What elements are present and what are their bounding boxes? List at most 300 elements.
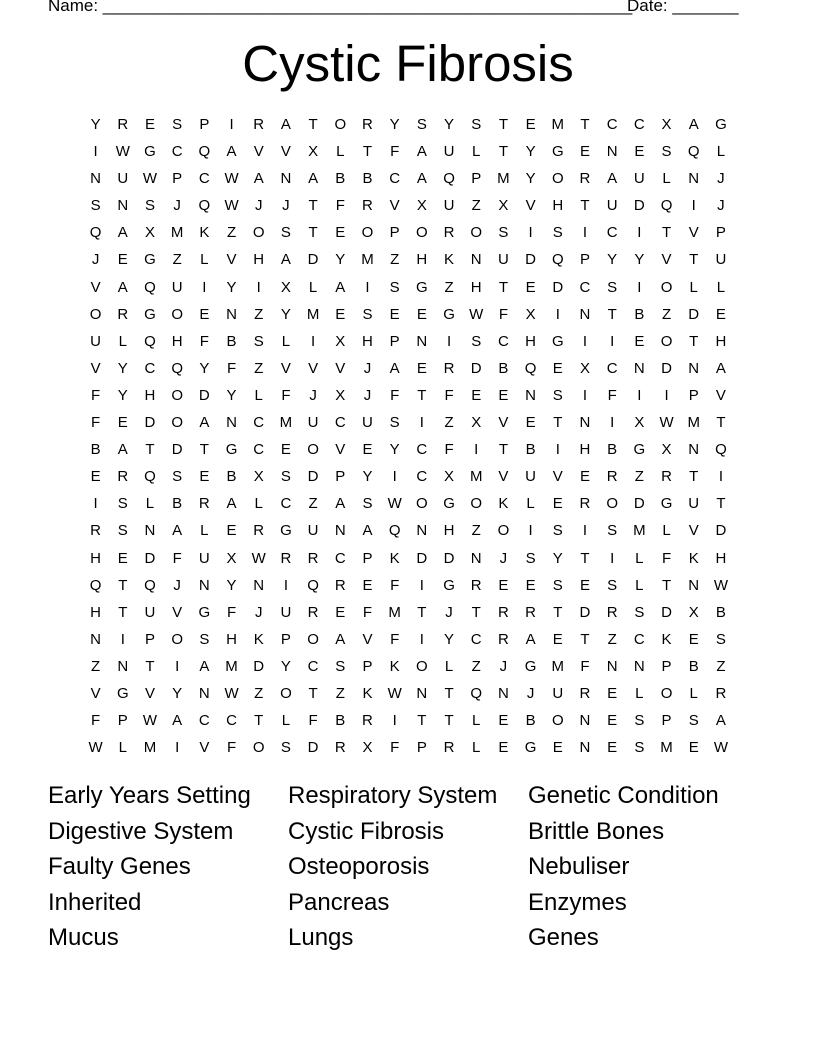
- grid-letter: U: [633, 170, 645, 188]
- grid-letter: K: [498, 495, 509, 513]
- grid-letter: N: [633, 359, 645, 377]
- grid-letter: H: [416, 251, 428, 269]
- grid-letter: L: [200, 522, 209, 540]
- grid-letter: M: [660, 739, 673, 757]
- grid-letter: C: [198, 170, 210, 188]
- grid-letter: V: [498, 468, 509, 486]
- grid-letter: O: [361, 224, 374, 242]
- grid-letter: Z: [226, 224, 237, 242]
- grid-letter: Q: [470, 684, 483, 702]
- grid-letter: B: [335, 712, 346, 730]
- grid-letter: I: [610, 414, 615, 432]
- grid-letter: E: [688, 739, 699, 757]
- grid-letter: G: [280, 522, 292, 540]
- grid-letter: G: [116, 684, 129, 702]
- grid-letter: D: [552, 278, 564, 296]
- grid-letter: R: [334, 576, 346, 594]
- grid-letter: N: [416, 332, 428, 350]
- grid-letter: C: [633, 116, 645, 133]
- grid-letter: I: [202, 278, 207, 296]
- grid-letter: J: [309, 386, 317, 404]
- grid-letter: S: [280, 468, 291, 486]
- grid-letter: G: [198, 603, 211, 621]
- grid-letter: E: [226, 522, 237, 540]
- grid-letter: X: [444, 468, 455, 486]
- grid-letter: T: [471, 603, 481, 621]
- grid-letter: V: [525, 197, 536, 215]
- grid-letter: R: [579, 170, 591, 188]
- grid-letter: W: [115, 143, 130, 161]
- grid-letter: G: [524, 657, 537, 675]
- grid-letter: Y: [226, 278, 237, 296]
- grid-letter: Z: [254, 359, 264, 377]
- grid-letter: M: [170, 224, 184, 242]
- grid-letter: I: [691, 197, 696, 215]
- grid-letter: T: [607, 305, 617, 323]
- grid-letter: V: [362, 630, 373, 648]
- date-field-line: Date: _______: [627, 0, 739, 15]
- grid-letter: E: [607, 684, 618, 702]
- grid-letter: L: [118, 739, 127, 757]
- grid-letter: G: [144, 251, 156, 269]
- grid-letter: Y: [444, 630, 455, 648]
- grid-letter: G: [633, 441, 646, 459]
- grid-letter: X: [579, 359, 590, 377]
- grid-letter: O: [660, 332, 673, 350]
- grid-letter: N: [688, 576, 700, 594]
- grid-letter: U: [715, 251, 727, 269]
- grid-letter: I: [229, 116, 234, 133]
- grid-letter: T: [145, 657, 155, 675]
- grid-letter: A: [226, 143, 237, 161]
- grid-letter: W: [251, 549, 266, 567]
- grid-letter: F: [335, 197, 345, 215]
- grid-letter: M: [551, 657, 565, 675]
- grid-letter: O: [416, 495, 428, 513]
- grid-letter: F: [390, 739, 400, 757]
- grid-letter: Y: [172, 684, 183, 702]
- grid-letter: D: [198, 386, 210, 404]
- grid-letter: E: [498, 576, 509, 594]
- grid-letter: J: [254, 603, 263, 621]
- grid-letter: R: [307, 603, 319, 621]
- grid-letter: J: [499, 549, 508, 567]
- grid-letter: A: [172, 712, 183, 730]
- grid-letter: E: [552, 739, 563, 757]
- grid-letter: S: [471, 116, 482, 133]
- grid-letter: T: [580, 549, 590, 567]
- word-list-item: Pancreas: [288, 888, 390, 916]
- grid-letter: S: [552, 386, 563, 404]
- grid-letter: L: [200, 251, 209, 269]
- grid-letter: L: [281, 332, 291, 350]
- grid-letter: L: [716, 278, 726, 296]
- word-search-grid: [82, 111, 735, 761]
- grid-letter: T: [553, 414, 563, 432]
- grid-letter: V: [308, 359, 319, 377]
- grid-letter: Y: [362, 468, 373, 486]
- grid-letter: R: [362, 197, 373, 215]
- grid-letter: N: [633, 657, 645, 675]
- grid-letter: E: [498, 386, 509, 404]
- grid-letter: G: [660, 495, 673, 513]
- grid-letter: D: [579, 603, 591, 621]
- grid-letter: U: [280, 603, 292, 621]
- grid-letter: N: [144, 522, 156, 540]
- grid-letter: R: [362, 116, 373, 133]
- grid-letter: W: [142, 170, 158, 188]
- grid-letter: P: [661, 712, 672, 730]
- grid-letter: U: [117, 170, 129, 188]
- grid-letter: N: [688, 359, 700, 377]
- grid-letter: A: [253, 170, 264, 188]
- grid-letter: T: [498, 278, 508, 296]
- grid-letter: N: [497, 684, 509, 702]
- grid-letter: T: [661, 576, 672, 594]
- grid-letter: B: [362, 170, 373, 188]
- grid-letter: R: [579, 684, 591, 702]
- grid-letter: E: [634, 332, 645, 350]
- grid-letter: P: [280, 630, 291, 648]
- grid-letter: O: [551, 170, 564, 188]
- grid-letter: O: [171, 386, 183, 404]
- grid-letter: L: [281, 712, 291, 730]
- grid-letter: U: [144, 603, 156, 621]
- grid-letter: F: [226, 739, 237, 757]
- grid-letter: L: [336, 143, 345, 161]
- word-list-item: Early Years Setting: [48, 782, 251, 809]
- grid-letter: G: [715, 116, 727, 133]
- grid-letter: L: [254, 386, 263, 404]
- grid-letter: D: [525, 251, 537, 269]
- grid-letter: E: [280, 441, 291, 459]
- grid-letter: Q: [144, 468, 156, 486]
- grid-letter: J: [363, 386, 372, 404]
- grid-letter: H: [715, 549, 727, 567]
- word-list-item: Digestive System: [48, 817, 234, 845]
- grid-letter: P: [335, 468, 346, 486]
- grid-letter: E: [416, 305, 427, 323]
- grid-letter: X: [498, 197, 509, 215]
- grid-letter: Z: [91, 657, 101, 675]
- grid-letter: G: [443, 576, 455, 594]
- grid-letter: E: [362, 441, 373, 459]
- grid-letter: A: [308, 170, 319, 188]
- grid-letter: V: [280, 359, 291, 377]
- grid-letter: W: [224, 170, 239, 188]
- grid-letter: P: [661, 657, 672, 675]
- grid-letter: V: [498, 414, 509, 432]
- grid-letter: N: [334, 522, 346, 540]
- grid-letter: J: [717, 197, 725, 215]
- grid-letter: I: [311, 332, 316, 350]
- grid-letter: I: [283, 576, 288, 594]
- word-list-item: Mucus: [48, 924, 119, 952]
- grid-letter: W: [224, 197, 239, 215]
- word-list-item: Genes: [528, 924, 599, 952]
- word-list-item: Nebuliser: [528, 853, 630, 881]
- grid-letter: C: [497, 332, 509, 350]
- grid-letter: R: [117, 468, 129, 486]
- grid-letter: V: [280, 143, 291, 161]
- grid-letter: U: [688, 495, 700, 513]
- grid-letter: Q: [307, 576, 319, 594]
- grid-letter: T: [444, 712, 454, 730]
- grid-letter: T: [417, 386, 427, 404]
- grid-letter: T: [689, 332, 699, 350]
- grid-letter: L: [118, 332, 127, 350]
- grid-letter: X: [688, 603, 699, 621]
- grid-letter: V: [661, 251, 672, 269]
- grid-letter: D: [144, 414, 156, 432]
- grid-letter: O: [171, 630, 183, 648]
- grid-letter: H: [144, 386, 156, 404]
- grid-letter: E: [579, 143, 590, 161]
- grid-letter: G: [416, 278, 428, 296]
- grid-letter: I: [582, 224, 588, 242]
- grid-letter: F: [281, 386, 291, 404]
- grid-letter: V: [552, 468, 563, 486]
- grid-letter: M: [225, 657, 238, 675]
- grid-letter: R: [90, 522, 102, 540]
- grid-letter: R: [443, 739, 455, 757]
- grid-letter: J: [173, 576, 181, 594]
- grid-letter: Y: [280, 657, 291, 675]
- grid-letter: T: [417, 712, 427, 730]
- grid-letter: I: [555, 305, 560, 323]
- grid-letter: R: [117, 116, 129, 133]
- grid-letter: X: [525, 305, 536, 323]
- grid-letter: V: [144, 684, 155, 702]
- grid-letter: D: [661, 359, 672, 377]
- grid-letter: E: [525, 576, 536, 594]
- grid-letter: L: [716, 143, 726, 161]
- grid-letter: N: [226, 414, 237, 432]
- grid-letter: X: [253, 468, 264, 486]
- grid-letter: Z: [444, 414, 454, 432]
- grid-letter: M: [388, 603, 401, 621]
- grid-letter: T: [716, 414, 726, 432]
- grid-letter: V: [172, 603, 183, 621]
- grid-letter: A: [226, 495, 237, 513]
- grid-letter: S: [498, 224, 509, 242]
- grid-letter: O: [252, 739, 265, 757]
- grid-letter: F: [390, 576, 400, 594]
- grid-letter: O: [89, 305, 102, 323]
- grid-letter: E: [416, 359, 427, 377]
- grid-letter: A: [362, 522, 373, 540]
- grid-letter: U: [198, 549, 210, 567]
- grid-letter: C: [606, 116, 618, 133]
- grid-letter: C: [416, 468, 428, 486]
- grid-letter: D: [633, 197, 645, 215]
- grid-letter: L: [472, 143, 481, 161]
- grid-letter: D: [307, 739, 319, 757]
- grid-letter: E: [389, 305, 400, 323]
- grid-letter: U: [90, 332, 102, 350]
- grid-letter: Q: [198, 143, 211, 161]
- grid-letter: S: [389, 278, 400, 296]
- grid-letter: V: [715, 386, 726, 404]
- grid-letter: S: [607, 278, 618, 296]
- grid-letter: Z: [308, 495, 318, 513]
- grid-letter: W: [387, 684, 402, 702]
- grid-letter: Q: [551, 251, 564, 269]
- grid-letter: H: [90, 603, 102, 621]
- grid-letter: N: [579, 712, 591, 730]
- grid-letter: O: [307, 441, 319, 459]
- grid-letter: A: [525, 630, 536, 648]
- grid-letter: D: [171, 441, 183, 459]
- grid-letter: A: [715, 359, 726, 377]
- grid-letter: P: [389, 224, 400, 242]
- grid-letter: F: [308, 712, 318, 730]
- grid-letter: P: [172, 170, 183, 188]
- grid-letter: R: [253, 522, 265, 540]
- grid-letter: R: [525, 603, 537, 621]
- grid-letter: O: [660, 278, 673, 296]
- grid-letter: V: [335, 441, 346, 459]
- grid-letter: I: [392, 712, 397, 730]
- grid-letter: Y: [226, 386, 237, 404]
- grid-letter: F: [91, 414, 101, 432]
- grid-letter: E: [552, 495, 563, 513]
- grid-letter: O: [470, 495, 483, 513]
- grid-letter: A: [416, 170, 427, 188]
- grid-letter: Y: [389, 441, 400, 459]
- grid-letter: Z: [254, 684, 264, 702]
- grid-letter: L: [662, 170, 671, 188]
- grid-letter: T: [308, 116, 318, 133]
- grid-letter: Z: [716, 657, 726, 675]
- grid-letter: V: [90, 278, 101, 296]
- grid-letter: R: [253, 116, 265, 133]
- grid-letter: U: [552, 684, 564, 702]
- grid-letter: T: [308, 224, 318, 242]
- grid-letter: C: [416, 441, 428, 459]
- grid-letter: U: [443, 143, 455, 161]
- grid-letter: X: [335, 386, 346, 404]
- grid-letter: M: [279, 414, 293, 432]
- grid-letter: O: [497, 522, 510, 540]
- grid-letter: P: [199, 116, 210, 133]
- grid-letter: K: [362, 684, 373, 702]
- grid-letter: M: [497, 170, 510, 188]
- grid-letter: Q: [171, 359, 183, 377]
- grid-letter: D: [307, 468, 319, 486]
- grid-letter: C: [307, 657, 319, 675]
- grid-letter: R: [307, 549, 319, 567]
- grid-letter: R: [280, 549, 292, 567]
- grid-letter: N: [226, 305, 237, 323]
- grid-letter: U: [443, 197, 455, 215]
- grid-letter: S: [280, 739, 291, 757]
- grid-letter: N: [117, 197, 129, 215]
- grid-letter: Q: [715, 441, 727, 459]
- grid-letter: H: [362, 332, 373, 350]
- grid-letter: Z: [471, 197, 481, 215]
- grid-letter: Y: [280, 305, 291, 323]
- grid-letter: G: [551, 143, 564, 161]
- grid-letter: I: [637, 278, 642, 296]
- grid-letter: F: [390, 386, 400, 404]
- grid-letter: C: [606, 359, 618, 377]
- grid-letter: Z: [607, 630, 617, 648]
- grid-letter: E: [335, 603, 346, 621]
- grid-letter: R: [715, 684, 727, 702]
- grid-letter: S: [471, 332, 482, 350]
- word-list: [48, 778, 768, 956]
- word-list-item: Genetic Condition: [528, 782, 719, 809]
- grid-letter: A: [199, 657, 210, 675]
- grid-letter: C: [470, 630, 482, 648]
- grid-letter: N: [688, 441, 700, 459]
- grid-letter: E: [498, 739, 509, 757]
- grid-letter: B: [335, 170, 346, 188]
- grid-letter: P: [688, 386, 699, 404]
- grid-letter: X: [144, 224, 155, 242]
- grid-letter: R: [579, 495, 591, 513]
- grid-letter: V: [688, 224, 699, 242]
- grid-letter: K: [389, 549, 400, 567]
- grid-letter: X: [634, 414, 645, 432]
- grid-letter: E: [688, 630, 699, 648]
- grid-letter: C: [144, 359, 156, 377]
- grid-letter: T: [254, 712, 264, 730]
- grid-letter: Q: [660, 197, 673, 215]
- grid-letter: E: [117, 549, 128, 567]
- grid-letter: M: [551, 116, 565, 133]
- grid-letter: K: [661, 630, 672, 648]
- grid-letter: T: [362, 143, 373, 161]
- grid-letter: I: [93, 143, 98, 161]
- grid-letter: M: [306, 305, 320, 323]
- grid-letter: L: [662, 522, 671, 540]
- grid-letter: F: [199, 332, 209, 350]
- grid-letter: E: [579, 468, 590, 486]
- grid-letter: V: [90, 359, 101, 377]
- grid-letter: D: [416, 549, 428, 567]
- grid-letter: W: [469, 305, 484, 323]
- grid-letter: I: [446, 332, 452, 350]
- grid-letter: V: [199, 739, 210, 757]
- grid-letter: E: [117, 251, 128, 269]
- grid-letter: S: [688, 712, 699, 730]
- grid-letter: N: [579, 739, 591, 757]
- grid-letter: A: [199, 414, 210, 432]
- grid-letter: B: [90, 441, 101, 459]
- grid-letter: A: [172, 522, 183, 540]
- grid-letter: I: [256, 278, 261, 296]
- grid-letter: L: [689, 684, 698, 702]
- grid-letter: K: [253, 630, 264, 648]
- grid-letter: A: [117, 224, 128, 242]
- grid-letter: N: [90, 630, 102, 648]
- grid-letter: J: [499, 657, 508, 675]
- grid-letter: S: [362, 305, 373, 323]
- grid-letter: S: [117, 495, 128, 513]
- grid-letter: S: [117, 522, 128, 540]
- grid-letter: Q: [524, 359, 537, 377]
- grid-letter: B: [525, 712, 536, 730]
- grid-letter: H: [171, 332, 183, 350]
- grid-letter: V: [389, 197, 400, 215]
- grid-letter: P: [471, 170, 482, 188]
- grid-letter: K: [688, 549, 699, 567]
- grid-letter: K: [199, 224, 210, 242]
- grid-letter: J: [173, 197, 181, 215]
- grid-letter: L: [472, 712, 481, 730]
